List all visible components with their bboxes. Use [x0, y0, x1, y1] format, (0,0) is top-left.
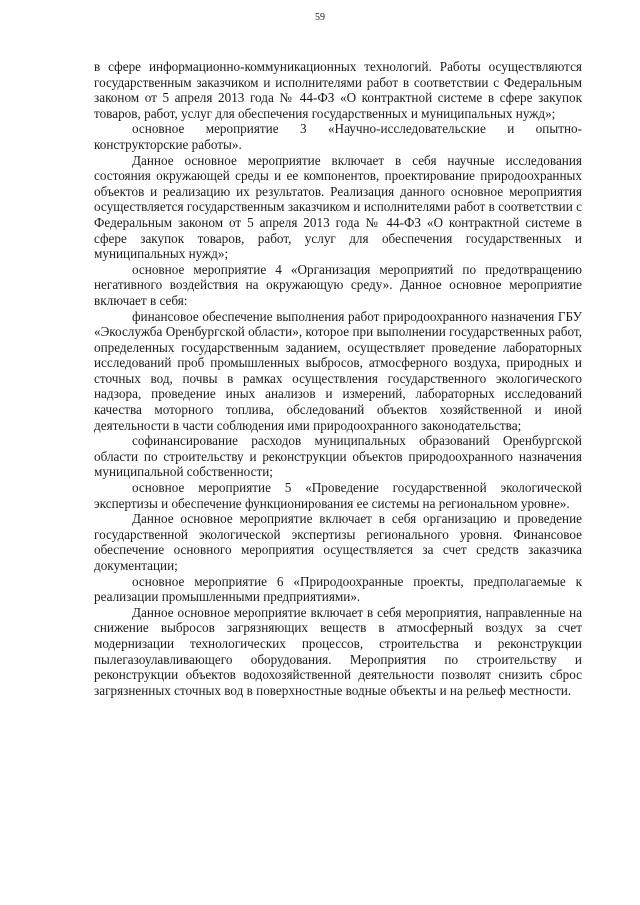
paragraph-10: Данное основное мероприятие включает в себя мероприятия, направленные на снижение выбросов загрязняющих веществ в атмосферный воздух за счет модернизации технологических процессов, строительства и реконструкции пылегазоулавливающего оборудования. Мероприятия по строительству и реконструкции объектов водохозяйственной деятельности позволят снизить сброс загрязненных сточных вод в поверхностные водные объекты и на рельеф местности. — [94, 604, 582, 698]
paragraph-2: основное мероприятие 3 «Научно-исследовательские и опытно-конструкторские работы». — [94, 121, 582, 152]
paragraph-4: основное мероприятие 4 «Организация мероприятий по предотвращению негативного воздействия на окружающую среду». Данное основное мероприятие включает в себя: — [94, 261, 582, 308]
paragraph-9: основное мероприятие 6 «Природоохранные проекты, предполагаемые к реализации промышленными предприятиями». — [94, 573, 582, 605]
paragraph-6: софинансирование расходов муниципальных образований Оренбургской области по строительству и реконструкции объектов природоохранного назначения муниципальной собственности; — [94, 433, 582, 480]
paragraph-7: основное мероприятие 5 «Проведение государственной экологической экспертизы и обеспечение функционирования ее системы на региональном уровне». — [94, 480, 582, 511]
document-body — [94, 59, 582, 698]
page-number: 59 — [315, 12, 325, 23]
paragraph-3: Данное основное мероприятие включает в себя научные исследования состояния окружающей среды и ее компонентов, проектирование природоохранных объектов и реализацию их результатов. Реализация данного основное мероприятия осуществляется государственным заказчиком и исполнителями работ в соответствии с Федеральным законом от 5 апреля 2013 года № 44-ФЗ «О контрактной системе в сфере закупок товаров, работ, услуг для обеспечения государственных и муниципальных нужд»; — [94, 152, 582, 262]
paragraph-5: финансовое обеспечение выполнения работ природоохранного назначения ГБУ «Экослужба Оренбургской области», которое при выполнении государственных работ, определенных государственным заданием, осуществляет проведение лабораторных исследований проб промышленных выбросов, атмосферного воздуха, природных и сточных вод, почвы в рамках осуществления государственного экологического надзора, проведение иных анализов и измерений, лабораторных исследований качества моторного топлива, обследований объектов хозяйственной и иной деятельности в части соблюдения ими природоохранного законодательства; — [94, 308, 582, 433]
paragraph-1: в сфере информационно-коммуникационных технологий. Работы осуществляются государственным заказчиком и исполнителями работ в соответствии с Федеральным законом от 5 апреля 2013 года № 44-ФЗ «О контрактной системе в сфере закупок товаров, работ, услуг для обеспечения государственных и муниципальных нужд»; — [94, 59, 582, 121]
paragraph-8: Данное основное мероприятие включает в себя организацию и проведение государственной экологической экспертизы регионального уровня. Финансовое обеспечение основного мероприятия осуществляется за счет средств заказчика документации; — [94, 511, 582, 573]
